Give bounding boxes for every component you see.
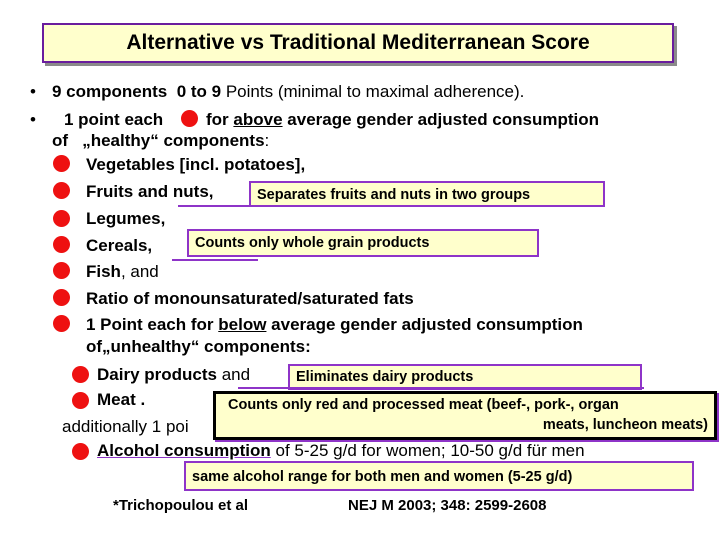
slide-title-box	[42, 23, 674, 63]
underline-mark	[178, 205, 272, 207]
item-cereals: Cereals,	[86, 236, 153, 255]
red-dot	[53, 182, 70, 199]
note-alcohol: same alcohol range for both men and women (5-25 g/d)	[184, 461, 694, 491]
red-dot	[53, 315, 70, 332]
note-dairy: Eliminates dairy products	[288, 364, 642, 390]
note-meat: Counts only red and processed meat (beef-, pork-, organ meats, luncheon meats)	[213, 391, 717, 440]
item-below: 1 Point each for below average gender adjusted consumption	[86, 315, 583, 334]
citation-journal: NEJ M 2003; 348: 2599-2608	[348, 497, 547, 514]
red-dot	[72, 443, 89, 460]
item-ratio: Ratio of monounsaturated/saturated fats	[86, 289, 414, 308]
bullet-2-label: 1 point each	[64, 110, 164, 129]
red-dot	[53, 155, 70, 172]
item-alcohol: Alcohol consumption of 5-25 g/d for women; 10-50 g/d für men	[97, 441, 585, 460]
bullet-2-text: for above average gender adjusted consumption	[206, 110, 600, 129]
bullet-1: 9 components 0 to 9 Points (minimal to maximal adherence).	[52, 82, 525, 101]
item-meat: Meat .	[97, 390, 146, 409]
item-below-line2: of„unhealthy“ components:	[86, 337, 311, 356]
red-dot	[53, 289, 70, 306]
red-dot	[181, 110, 198, 127]
bullet-2-line2: of „healthy“ components:	[52, 131, 270, 150]
red-dot	[53, 210, 70, 227]
underline-mark	[238, 387, 644, 389]
additionally-text: additionally 1 poi	[62, 417, 189, 436]
item-vegetables: Vegetables [incl. potatoes],	[86, 155, 306, 174]
red-dot	[72, 392, 89, 409]
red-dot	[53, 236, 70, 253]
citation-author: *Trichopoulou et al	[113, 497, 249, 514]
red-dot	[72, 366, 89, 383]
bullet-marker: •	[30, 110, 36, 129]
red-dot	[53, 262, 70, 279]
note-fruits: Separates fruits and nuts in two groups	[249, 181, 605, 207]
item-fish: Fish, and	[86, 262, 159, 281]
item-dairy: Dairy products and	[97, 365, 251, 384]
bullet-marker: •	[30, 82, 36, 101]
underline-mark	[172, 259, 258, 261]
item-legumes: Legumes,	[86, 209, 166, 228]
slide-title: Alternative vs Traditional Mediterranean Score	[126, 31, 590, 54]
note-cereals: Counts only whole grain products	[187, 229, 539, 257]
item-fruits: Fruits and nuts,	[86, 182, 214, 201]
